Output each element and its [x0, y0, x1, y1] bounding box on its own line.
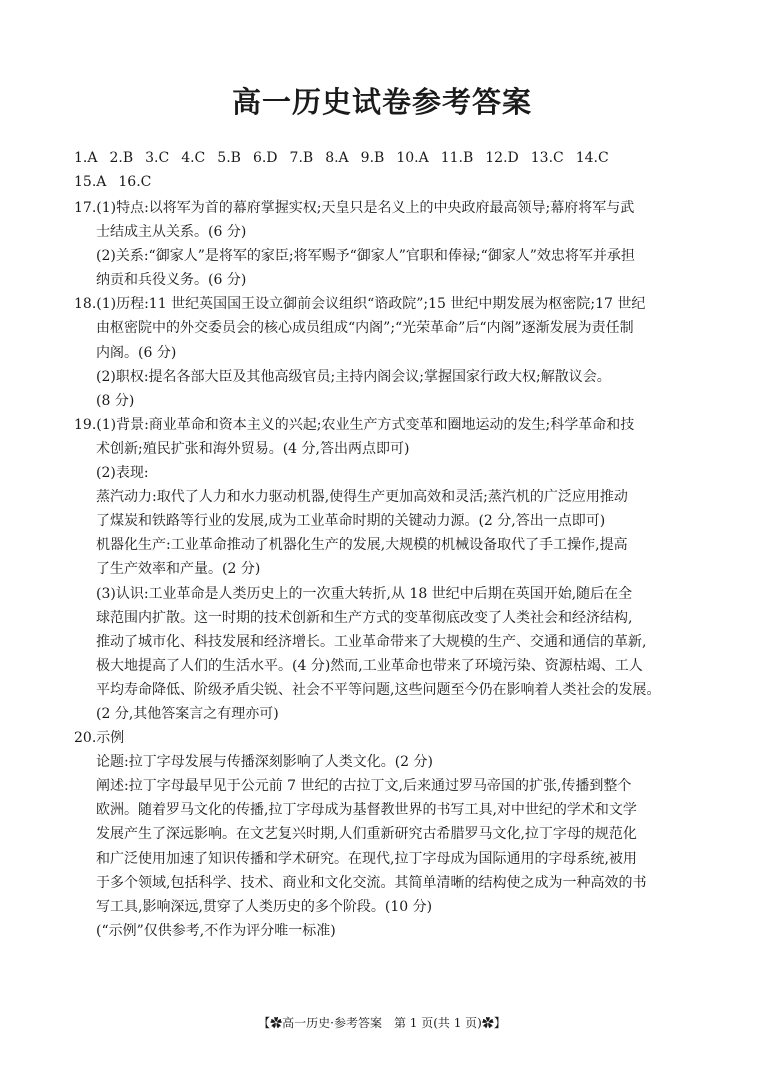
q18-part2: (2)职权:提名各部大臣及其他高级官员;主持内阁会议;掌握国家行政大权;解散议会。: [96, 368, 611, 385]
q20-note: (“示例”仅供参考,不作为评分唯一标准): [96, 922, 336, 939]
q20-exposition-cont3: 和广泛使用加速了知识传播和学术研究。在现代,拉丁字母成为国际通用的字母系统,被用: [96, 850, 637, 867]
q18-part1-cont2: 内阁。(6 分): [96, 344, 177, 361]
answer-item: 5.B: [217, 150, 241, 166]
question-18: [74, 292, 694, 412]
q19-steam-power-cont: 了煤炭和铁路等行业的发展,成为工业革命时期的关键动力源。(2 分,答出一点即可): [96, 513, 606, 530]
answers-row-2: [74, 170, 714, 194]
question-17: [74, 196, 694, 292]
q17-part1: 17.(1)特点:以将军为首的幕府掌握实权;天皇只是名义上的中央政府最高领导;幕府将军与武: [74, 200, 635, 216]
q19-part3-cont4: 平均寿命降低、阶级矛盾尖锐、社会不平等问题,这些问题至今仍在影响着人类社会的发展。: [96, 681, 661, 698]
answer-item: 11.B: [440, 150, 474, 166]
page-title: 高一历史试卷参考答案: [231, 85, 532, 119]
answer-item: 9.B: [360, 150, 385, 166]
answer-item: 1.A: [74, 150, 98, 166]
essay-answers: [74, 196, 694, 943]
q20-exposition-cont2: 发展产生了深远影响。在文艺复兴时期,人们重新研究古希腊罗马文化,拉丁字母的规范化: [96, 826, 637, 843]
answer-item: 3.C: [145, 150, 170, 166]
q19-part1: 19.(1)背景:商业革命和资本主义的兴起;农业生产方式变革和圈地运动的发生;科学革命和技: [74, 416, 635, 433]
q19-part3-cont: 球范围内扩散。这一时期的技术创新和生产方式的变革彻底改变了人类社会和经济结构,: [96, 609, 633, 626]
q20-exposition-cont4: 于多个领域,包括科学、技术、商业和文化交流。其简单清晰的结构使之成为一种高效的书: [96, 874, 647, 891]
q19-part3-cont3: 极大地提高了人们的生活水平。(4 分)然而,工业革命也带来了环境污染、资源枯竭、工人: [96, 657, 643, 674]
page-footer: 【✿高一历史·参考答案 第 1 页(共 1 页)✿】: [258, 1016, 506, 1030]
answer-item: 4.C: [181, 150, 206, 166]
q19-part2: (2)表现:: [96, 465, 149, 482]
q20-exposition-cont5: 写工具,影响深远,贯穿了人类历史的多个阶段。(10 分): [96, 898, 433, 915]
q19-mechanization-cont: 了生产效率和产量。(2 分): [96, 561, 261, 578]
answer-item: 15.A: [74, 174, 107, 190]
q20-exposition-cont: 欧洲。随着罗马文化的传播,拉丁字母成为基督教世界的书写工具,对中世纪的学术和文学: [96, 802, 637, 819]
answer-item: 7.B: [289, 150, 314, 166]
answer-item: 6.D: [252, 150, 278, 166]
answer-item: 10.A: [396, 150, 429, 166]
answer-item: 16.C: [118, 174, 152, 190]
answer-item: 12.D: [485, 150, 519, 166]
multiple-choice-answers: [74, 146, 714, 194]
q19-part3-cont5: (2 分,其他答案言之有理亦可): [96, 705, 279, 722]
q20-heading: 20.示例: [74, 730, 125, 747]
q20-exposition: 阐述:拉丁字母最早见于公元前 7 世纪的古拉丁文,后来通过罗马帝国的扩张,传播到整个: [96, 778, 632, 795]
question-19: [74, 413, 694, 726]
q19-steam-power: 蒸汽动力:取代了人力和水力驱动机器,使得生产更加高效和灵活;蒸汽机的广泛应用推动: [96, 489, 628, 506]
q18-part1-cont: 由枢密院中的外交委员会的核心成员组成“内阁”;“光荣革命”后“内阁”逐渐发展为责任制: [96, 320, 634, 337]
q19-part3: (3)认识:工业革命是人类历史上的一次重大转折,从 18 世纪中后期在英国开始,随后在全: [96, 585, 633, 602]
answers-row-1: [74, 146, 714, 170]
question-20: [74, 726, 694, 943]
q18-part2-cont: (8 分): [96, 392, 135, 409]
q17-part1-cont: 士结成主从关系。(6 分): [96, 224, 247, 241]
q17-part2: (2)关系:“御家人”是将军的家臣;将军赐予“御家人”官职和俸禄;“御家人”效忠将军并承担: [96, 248, 635, 265]
answer-item: 13.C: [530, 150, 564, 166]
answer-item: 2.B: [109, 150, 134, 166]
answer-item: 8.A: [325, 150, 349, 166]
q18-part1: 18.(1)历程:11 世纪英国国王设立御前会议组织“谘政院”;15 世纪中期发展为枢密院;17 世纪: [74, 296, 646, 313]
q19-part3-cont2: 推动了城市化、科技发展和经济增长。工业革命带来了大规模的生产、交通和通信的革新,: [96, 633, 647, 650]
q20-thesis: 论题:拉丁字母发展与传播深刻影响了人类文化。(2 分): [96, 754, 433, 771]
q17-part2-cont: 纳贡和兵役义务。(6 分): [96, 272, 247, 289]
q19-mechanization: 机器化生产:工业革命推动了机器化生产的发展,大规模的机械设备取代了手工操作,提高: [96, 537, 628, 554]
answer-item: 14.C: [575, 150, 609, 166]
q19-part1-cont: 术创新;殖民扩张和海外贸易。(4 分,答出两点即可): [96, 440, 410, 457]
